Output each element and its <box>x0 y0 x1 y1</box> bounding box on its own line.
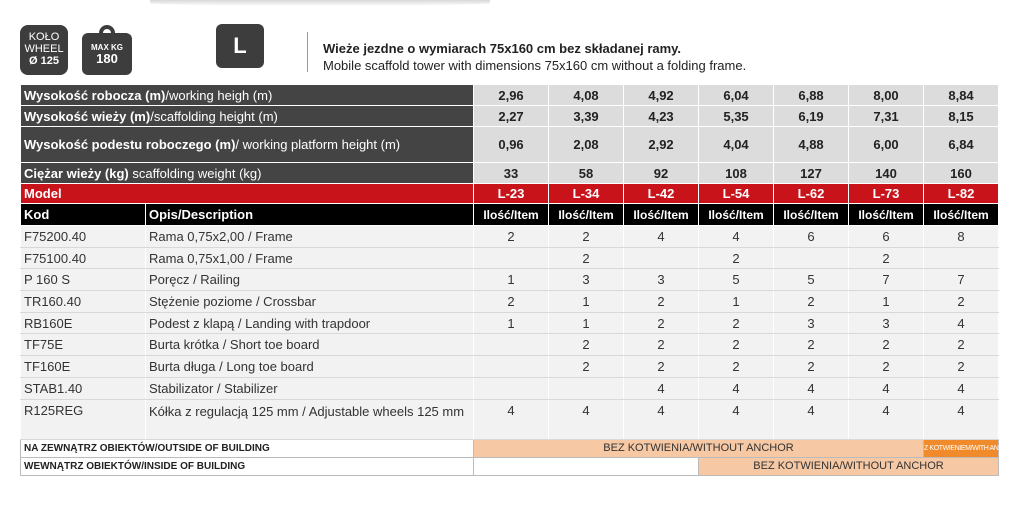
model-name: L-82 <box>924 184 999 204</box>
item-quantity <box>474 356 549 378</box>
item-description: Stabilizator / Stabilizer <box>146 377 474 399</box>
item-code: TF75E <box>21 334 146 356</box>
model-name: L-34 <box>549 184 624 204</box>
item-quantity: 2 <box>699 312 774 334</box>
item-quantity: 2 <box>549 334 624 356</box>
item-quantity: 3 <box>774 312 849 334</box>
spec-value: 2,08 <box>549 127 624 163</box>
spec-value: 4,23 <box>624 106 699 127</box>
spec-value: 4,88 <box>774 127 849 163</box>
item-quantity: 4 <box>774 399 849 439</box>
spec-value: 58 <box>549 163 624 184</box>
column-item: Ilość/Item <box>924 204 999 226</box>
spec-value: 2,96 <box>474 85 549 106</box>
table-row <box>21 377 999 399</box>
item-quantity: 4 <box>924 312 999 334</box>
spec-label <box>21 85 474 106</box>
item-quantity: 5 <box>699 269 774 291</box>
model-name: L-73 <box>849 184 924 204</box>
spec-value: 5,35 <box>699 106 774 127</box>
inside-empty <box>474 457 699 475</box>
item-quantity: 2 <box>849 247 924 269</box>
weight-value: 180 <box>96 51 118 66</box>
item-quantity: 4 <box>624 226 699 248</box>
weight-label: MAX KG <box>91 43 123 52</box>
item-quantity: 2 <box>549 247 624 269</box>
item-description: Burta krótka / Short toe board <box>146 334 474 356</box>
item-quantity: 2 <box>849 334 924 356</box>
item-quantity: 4 <box>849 399 924 439</box>
item-code: P 160 S <box>21 269 146 291</box>
table-row <box>21 334 999 356</box>
item-code: F75200.40 <box>21 226 146 248</box>
spec-row <box>21 127 999 163</box>
spec-label <box>21 163 474 184</box>
item-quantity: 2 <box>624 356 699 378</box>
table-row <box>21 226 999 248</box>
item-quantity: 2 <box>699 247 774 269</box>
column-opis: Opis/Description <box>146 204 474 226</box>
spec-label-bold: Wysokość podestu roboczego (m) <box>24 137 236 152</box>
model-name: L-42 <box>624 184 699 204</box>
model-label: Model <box>21 184 474 204</box>
spec-label-bold: Ciężar wieży (kg) <box>24 165 129 181</box>
spec-value: 2,92 <box>624 127 699 163</box>
item-quantity: 1 <box>549 291 624 313</box>
item-quantity: 4 <box>549 399 624 439</box>
item-description: Stężenie poziome / Crossbar <box>146 291 474 313</box>
item-quantity: 2 <box>549 356 624 378</box>
spec-row <box>21 85 999 106</box>
spec-value: 160 <box>924 163 999 184</box>
title-english: Mobile scaffold tower with dimensions 75x160 cm without a folding frame. <box>323 58 747 73</box>
inside-label: WEWNĄTRZ OBIEKTÓW/INSIDE OF BUILDING <box>21 457 474 475</box>
item-quantity: 7 <box>924 269 999 291</box>
spec-value: 6,84 <box>924 127 999 163</box>
item-quantity: 4 <box>699 226 774 248</box>
column-kod: Kod <box>21 204 146 226</box>
item-description: Kółka z regulacją 125 mm / Adjustable wheels 125 mm <box>146 399 474 439</box>
item-quantity <box>774 247 849 269</box>
item-quantity: 2 <box>849 356 924 378</box>
item-quantity: 8 <box>924 226 999 248</box>
item-quantity: 2 <box>624 312 699 334</box>
spec-row <box>21 106 999 127</box>
spec-label-rest: /scaffolding height (m) <box>150 108 278 124</box>
footer-inside-row <box>21 457 999 475</box>
wheel-icon <box>20 25 68 75</box>
spec-value: 6,19 <box>774 106 849 127</box>
item-quantity: 2 <box>474 291 549 313</box>
spec-label <box>21 127 474 163</box>
column-item: Ilość/Item <box>624 204 699 226</box>
item-quantity: 2 <box>924 356 999 378</box>
spec-value: 127 <box>774 163 849 184</box>
item-quantity: 4 <box>699 399 774 439</box>
spec-value: 108 <box>699 163 774 184</box>
item-quantity: 4 <box>924 377 999 399</box>
spec-table <box>20 84 1018 476</box>
model-name: L-54 <box>699 184 774 204</box>
spec-value: 4,04 <box>699 127 774 163</box>
spec-label-bold: Wysokość wieży (m) <box>24 108 151 124</box>
item-quantity <box>624 247 699 269</box>
item-quantity: 2 <box>774 291 849 313</box>
item-quantity: 5 <box>774 269 849 291</box>
item-quantity: 2 <box>924 334 999 356</box>
item-quantity: 2 <box>699 334 774 356</box>
item-quantity <box>549 377 624 399</box>
spec-value: 3,39 <box>549 106 624 127</box>
size-badge: L <box>216 24 264 68</box>
item-quantity: 4 <box>924 399 999 439</box>
item-description: Rama 0,75x2,00 / Frame <box>146 226 474 248</box>
header <box>20 22 1000 80</box>
item-quantity: 2 <box>774 356 849 378</box>
item-quantity: 1 <box>699 291 774 313</box>
item-quantity: 4 <box>699 377 774 399</box>
item-quantity: 2 <box>699 356 774 378</box>
spec-label-rest: / working platform height (m) <box>235 137 401 152</box>
item-quantity: 4 <box>474 399 549 439</box>
item-quantity: 1 <box>474 312 549 334</box>
item-code: RB160E <box>21 312 146 334</box>
model-name: L-23 <box>474 184 549 204</box>
wheel-size: Ø 125 <box>29 55 59 67</box>
item-quantity: 2 <box>624 291 699 313</box>
item-quantity: 6 <box>774 226 849 248</box>
spec-label-bold: Wysokość robocza (m) <box>24 87 166 103</box>
item-quantity: 2 <box>474 226 549 248</box>
model-row <box>21 184 999 204</box>
item-quantity: 2 <box>924 291 999 313</box>
footer-outside-row <box>21 439 999 457</box>
item-code: STAB1.40 <box>21 377 146 399</box>
item-quantity <box>474 334 549 356</box>
item-description: Rama 0,75x1,00 / Frame <box>146 247 474 269</box>
top-bar <box>0 0 1024 10</box>
outside-without-anchor: BEZ KOTWIENIA/WITHOUT ANCHOR <box>474 439 924 457</box>
spec-value: 8,84 <box>924 85 999 106</box>
item-description: Burta długa / Long toe board <box>146 356 474 378</box>
spec-label-rest: scaffolding weight (kg) <box>128 165 262 181</box>
item-quantity <box>924 247 999 269</box>
item-description: Podest z klapą / Landing with trapdoor <box>146 312 474 334</box>
outside-label: NA ZEWNĄTRZ OBIEKTÓW/OUTSIDE OF BUILDING <box>21 439 474 457</box>
item-quantity: 1 <box>474 269 549 291</box>
spec-row <box>21 163 999 184</box>
column-item: Ilość/Item <box>549 204 624 226</box>
item-quantity: 7 <box>849 269 924 291</box>
spec-value: 7,31 <box>849 106 924 127</box>
header-divider <box>307 32 308 72</box>
table-row <box>21 291 999 313</box>
item-quantity: 3 <box>549 269 624 291</box>
spec-value: 8,15 <box>924 106 999 127</box>
spec-value: 92 <box>624 163 699 184</box>
weight-icon <box>82 25 132 75</box>
column-item: Ilość/Item <box>474 204 549 226</box>
spec-value: 140 <box>849 163 924 184</box>
spec-value: 33 <box>474 163 549 184</box>
spec-label <box>21 106 474 127</box>
spec-value: 0,96 <box>474 127 549 163</box>
table-row <box>21 269 999 291</box>
item-quantity: 3 <box>849 312 924 334</box>
item-code: F75100.40 <box>21 247 146 269</box>
item-quantity: 3 <box>624 269 699 291</box>
item-code: R125REG <box>21 399 146 439</box>
spec-value: 8,00 <box>849 85 924 106</box>
item-quantity: 4 <box>624 399 699 439</box>
top-shadow <box>150 0 490 6</box>
item-quantity: 4 <box>624 377 699 399</box>
column-item: Ilość/Item <box>774 204 849 226</box>
table-row <box>21 356 999 378</box>
title-polish: Wieże jezdne o wymiarach 75x160 cm bez składanej ramy. <box>323 41 682 56</box>
table-row <box>21 312 999 334</box>
item-quantity: 2 <box>624 334 699 356</box>
table-row <box>21 399 999 439</box>
column-item: Ilość/Item <box>849 204 924 226</box>
item-quantity: 6 <box>849 226 924 248</box>
column-header-row <box>21 204 999 226</box>
table-row <box>21 247 999 269</box>
spec-value: 6,88 <box>774 85 849 106</box>
spec-value: 4,92 <box>624 85 699 106</box>
item-quantity: 1 <box>849 291 924 313</box>
item-quantity: 4 <box>849 377 924 399</box>
inside-without-anchor: BEZ KOTWIENIA/WITHOUT ANCHOR <box>699 457 999 475</box>
item-quantity <box>474 247 549 269</box>
wheel-line1: KOŁO <box>28 31 60 43</box>
item-quantity: 4 <box>774 377 849 399</box>
item-code: TF160E <box>21 356 146 378</box>
spec-value: 2,27 <box>474 106 549 127</box>
item-quantity <box>474 377 549 399</box>
spec-value: 6,04 <box>699 85 774 106</box>
item-quantity: 2 <box>774 334 849 356</box>
model-name: L-62 <box>774 184 849 204</box>
spec-value: 4,08 <box>549 85 624 106</box>
spec-label-rest: /working heigh (m) <box>165 87 273 103</box>
outside-with-anchor: Z KOTWIENIEM/WITH ANCHOR <box>924 439 999 457</box>
wheel-line2: WHEEL <box>24 43 64 55</box>
item-description: Poręcz / Railing <box>146 269 474 291</box>
item-quantity: 2 <box>549 226 624 248</box>
item-quantity: 1 <box>549 312 624 334</box>
spec-value: 6,00 <box>849 127 924 163</box>
column-item: Ilość/Item <box>699 204 774 226</box>
item-code: TR160.40 <box>21 291 146 313</box>
